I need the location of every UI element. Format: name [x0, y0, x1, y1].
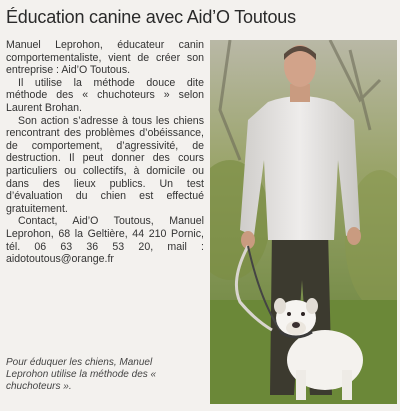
- dog-ear: [306, 298, 318, 314]
- article-paragraph-contact: Contact, Aid’O Toutous, Manuel Leprohon, 68 la Geltière, 44 210 Pornic, tél. 06 63 36 53 20, mail : aidotoutous@orange.fr: [6, 215, 204, 266]
- dog-eye: [301, 312, 305, 316]
- headline: Éducation canine avec Aid’O Toutous: [6, 7, 296, 27]
- dog-nose: [292, 322, 300, 328]
- article-paragraph-method: Il utilise la méthode douce dite méthode des « chuchoteurs » selon Laurent Brohan.: [6, 76, 204, 114]
- dog-leg: [296, 370, 306, 400]
- article-paragraph-services: Son action s’adresse à tous les chiens rencontrant des problèmes d’obéissance, de comportement, d’agressivité, de destruction. Il peut donner des cours particuliers ou collectifs, à domicile ou dans des lieux publics. Un test d’évaluation du chien est effectué gratuitement.: [6, 114, 204, 215]
- man-hand-right: [347, 227, 361, 245]
- article-paragraph-intro: Manuel Leprohon, éducateur canin comportementaliste, vient de créer son entreprise : Aid’O Toutous.: [6, 39, 204, 77]
- article-body: [6, 39, 204, 266]
- dog-ear: [274, 298, 286, 314]
- dog-leg: [342, 370, 352, 400]
- article-photo: [210, 40, 397, 404]
- photo-caption: Pour éduquer les chiens, Manuel Leprohon utilise la méthode des « chuchoteurs ».: [6, 357, 157, 392]
- dog-eye: [287, 312, 291, 316]
- photo-illustration: [210, 40, 397, 404]
